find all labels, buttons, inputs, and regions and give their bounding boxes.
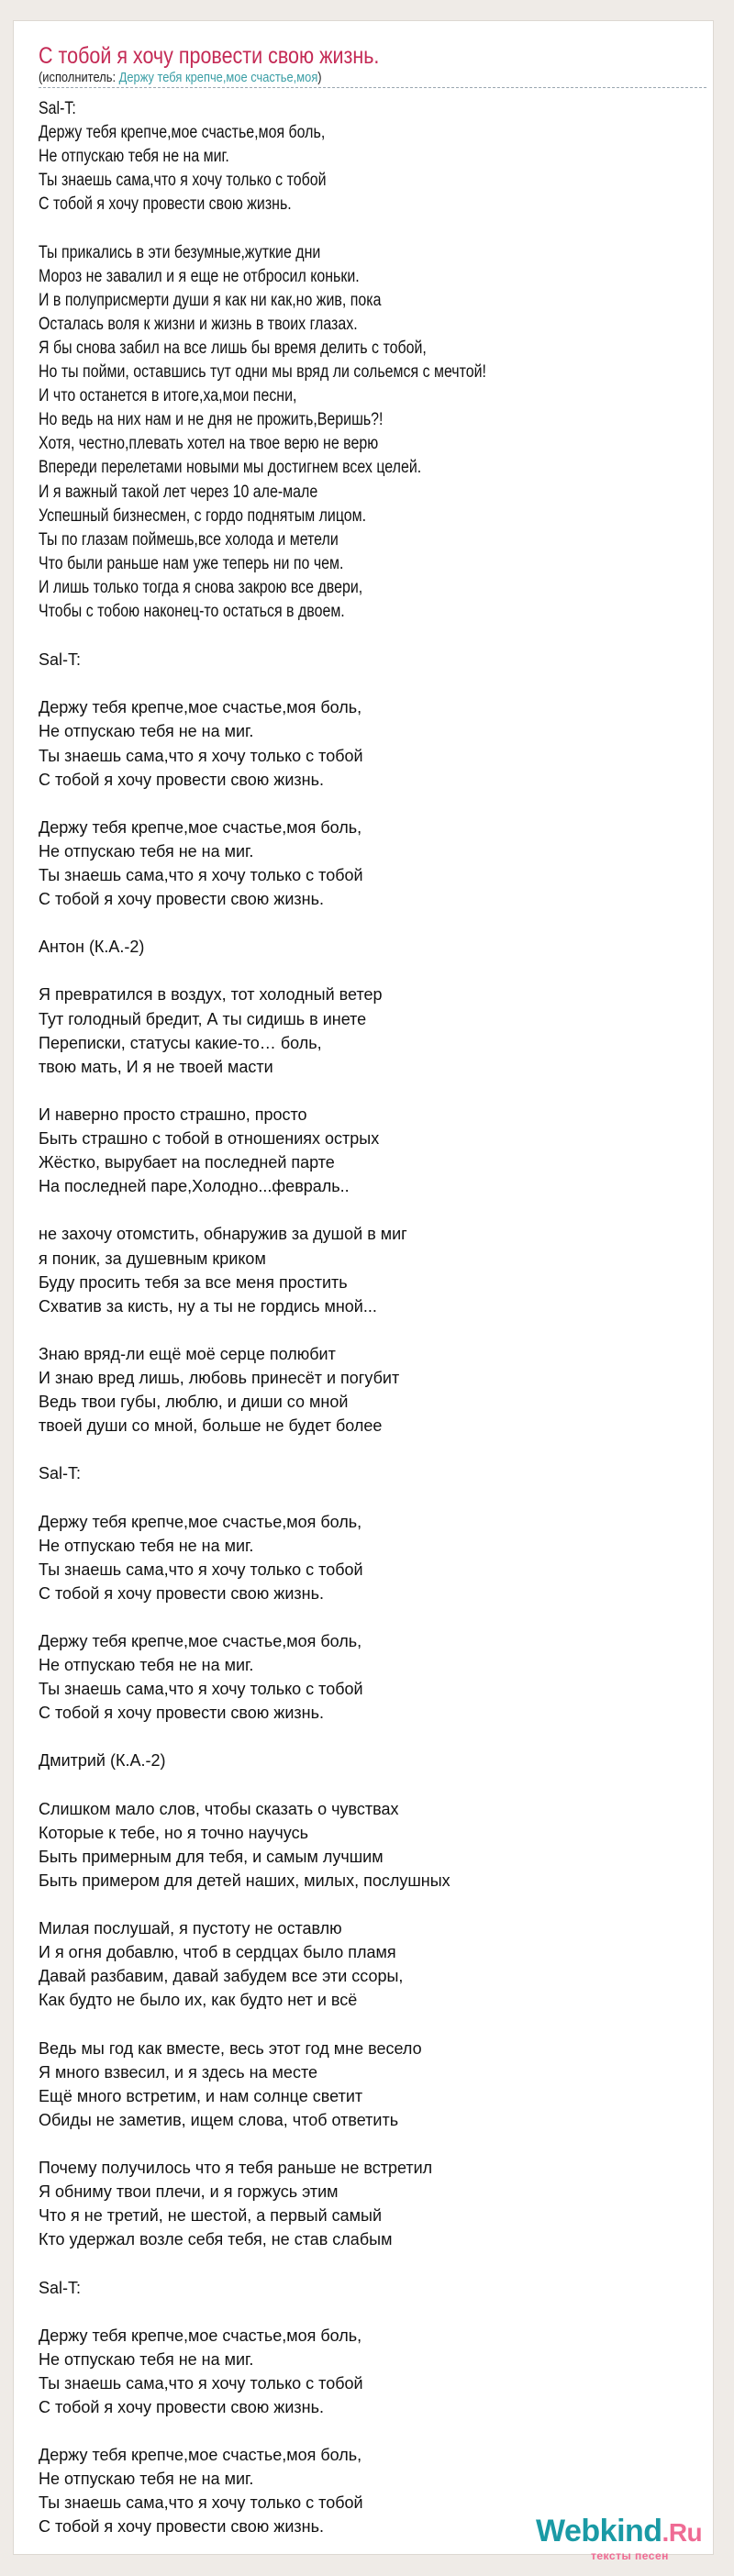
logo-tagline: тексты песен (591, 2549, 669, 2562)
lyric-line: Давай разбавим, давай забудем все эти ссоры, (39, 1967, 404, 1986)
blank-line (39, 217, 609, 240)
lyric-line: Ведь твои губы, люблю, и диши со мной (39, 1393, 349, 1412)
lyric-line: Буду просить тебя за все меня простить (39, 1272, 348, 1292)
lyric-line: Жёстко, вырубает на последней парте (39, 1153, 335, 1172)
lyric-line: Держу тебя крепче,мое счастье,моя боль, (39, 2446, 362, 2465)
lyric-line: Что были раньше нам уже теперь ни по чем. (39, 553, 344, 573)
lyric-line: Успешный бизнесмен, с гордо поднятым лицом. (39, 505, 367, 526)
lyric-line: С тобой я хочу провести свою жизнь. (39, 1583, 324, 1603)
blank-line (39, 2013, 717, 2037)
lyric-line: С тобой я хочу провести свою жизнь. (39, 2517, 324, 2537)
lyric-line: Быть примерным для тебя, и самым лучшим (39, 1847, 384, 1866)
blank-line (39, 2300, 717, 2324)
lyric-line: Не отпускаю тебя не на миг. (39, 1536, 254, 1555)
lyric-line: Ты знаешь сама,что я хочу только с тобой (39, 2373, 363, 2393)
lyric-line: Ты знаешь сама,что я хочу только с тобой (39, 1680, 363, 1699)
lyric-line: С тобой я хочу провести свою жизнь. (39, 770, 324, 789)
lyric-line: Быть страшно с тобой в отношениях острых (39, 1129, 380, 1149)
lyric-line: Почему получилось что я тебя раньше не встретил (39, 2159, 433, 2178)
lyric-line: Милая послушай, я пустоту не оставлю (39, 1919, 342, 1938)
lyric-line: Знаю вряд-ли ещё моё серце полюбит (39, 1344, 336, 1363)
artist-suffix: ) (317, 70, 322, 85)
lyric-line: И я огня добавлю, чтоб в сердцах было пламя (39, 1943, 396, 1962)
blank-line (39, 2419, 717, 2443)
logo-tld: .Ru (662, 2518, 703, 2547)
lyric-line: Я бы снова забил на все лишь бы время делить с тобой, (39, 338, 427, 358)
lyric-line: Ты прикались в эти безумные,жуткие дни (39, 242, 321, 262)
lyric-line: Не отпускаю тебя не на миг. (39, 841, 254, 861)
blank-line (39, 1605, 717, 1629)
lyric-line: Держу тебя крепче,мое счастье,моя боль, (39, 2326, 362, 2345)
lyric-line: Sal-T: (39, 2278, 82, 2297)
logo-name: Webkind (536, 2514, 662, 2548)
lyric-line: Sal-T: (39, 1464, 82, 1483)
blank-line (39, 672, 717, 695)
lyric-line: Я превратился в воздух, тот холодный ветер (39, 985, 383, 1005)
lyric-line: Тут голодный бредит, А ты сидишь в инете (39, 1009, 367, 1028)
lyric-line: Ты по глазам поймешь,все холода и метели (39, 529, 339, 550)
artist-line (39, 70, 322, 85)
lyric-line: Не отпускаю тебя не на миг. (39, 2349, 254, 2369)
lyric-line: Не отпускаю тебя не на миг. (39, 722, 254, 741)
lyric-line: С тобой я хочу провести свою жизнь. (39, 2398, 324, 2416)
lyric-line: Ты знаешь сама,что я хочу только с тобой (39, 2493, 363, 2513)
header-divider (39, 87, 706, 88)
lyric-line: Я обниму твои плечи, и я горжусь этим (39, 2182, 339, 2202)
lyric-line: С тобой я хочу провести свою жизнь. (39, 890, 324, 909)
lyric-line: твоей души со мной, больше не будет более (39, 1416, 383, 1436)
lyric-line: Мороз не завалил и я еще не отбросил коньки. (39, 266, 360, 286)
blank-line (39, 1725, 717, 1749)
lyric-line: Но ты пойми, оставшись тут одни мы вряд ли сольемся с мечтой! (39, 362, 486, 383)
lyric-line: Дмитрий (К.А.-2) (39, 1751, 166, 1771)
lyrics-text (39, 97, 717, 2539)
blank-line (39, 1893, 717, 1916)
lyric-line: Sal-T: (39, 99, 76, 118)
artist-prefix: (исполнитель: (39, 70, 119, 85)
blank-line (39, 1438, 717, 1461)
lyric-line: На последней паре,Холодно...февраль.. (39, 1177, 350, 1196)
blank-line (39, 1485, 717, 1509)
lyric-line: Держу тебя крепче,мое счастье,моя боль, (39, 1512, 362, 1531)
lyric-line: Я много взвесил, и я здесь на месте (39, 2062, 317, 2082)
lyric-line: Переписки, статусы какие-то… боль, (39, 1033, 322, 1052)
lyric-line: Обиды не заметив, ищем слова, чтоб ответить (39, 2110, 399, 2129)
lyric-line: Ты знаешь сама,что я хочу только с тобой (39, 171, 327, 191)
lyric-line: Ты знаешь сама,что я хочу только с тобой (39, 866, 363, 884)
lyric-line: Sal-T: (39, 650, 82, 670)
lyric-line: Не отпускаю тебя не на миг. (39, 1656, 254, 1675)
lyric-line: И что останется в итоге,ха,мои песни, (39, 386, 297, 406)
lyrics-card (13, 20, 714, 2562)
lyric-line: твою мать, И я не твоей масти (39, 1057, 273, 1076)
blank-line (39, 1318, 717, 1342)
blank-line (39, 1773, 717, 1797)
lyric-line: Впереди перелетами новыми мы достигнем всех целей. (39, 458, 422, 478)
blank-line (39, 1198, 717, 1222)
lyric-line: С тобой я хочу провести свою жизнь. (39, 194, 292, 215)
song-title: С тобой я хочу провести свою жизнь. (39, 43, 380, 69)
lyric-line: Которые к тебе, но я точно научусь (39, 1823, 308, 1842)
blank-line (39, 624, 717, 648)
lyric-line: И наверно просто страшно, просто (39, 1105, 307, 1124)
lyric-line: И лишь только тогда я снова закрою все двери, (39, 577, 363, 597)
blank-line (39, 792, 717, 816)
lyric-line: Не отпускаю тебя не на миг. (39, 147, 229, 167)
blank-line (39, 1079, 717, 1103)
blank-line (39, 911, 717, 935)
lyric-line: Антон (К.А.-2) (39, 938, 145, 957)
lyric-line: Ты знаешь сама,что я хочу только с тобой (39, 1560, 363, 1579)
lyric-line: С тобой я хочу провести свою жизнь. (39, 1704, 324, 1723)
lyric-line: Что я не третий, не шестой, а первый самый (39, 2206, 383, 2226)
blank-line (39, 2251, 717, 2275)
blank-line (39, 959, 717, 983)
lyric-line: я поник, за душевным криком (39, 1249, 266, 1268)
lyric-line: И в полуприсмерти души я как ни как,но жив, пока (39, 290, 382, 310)
lyric-line: Ведь мы год как вместе, весь этот год мне весело (39, 2038, 422, 2058)
lyric-line: не захочу отомстить, обнаружив за душой в миг (39, 1225, 407, 1244)
lyric-line: Держу тебя крепче,мое счастье,моя боль, (39, 817, 362, 837)
artist-link[interactable]: Держу тебя крепче,мое счастье,моя (118, 70, 318, 85)
lyric-line: И я важный такой лет через 10 але-мале (39, 482, 318, 502)
lyric-line: Но ведь на них нам и не дня не прожить,Веришь?! (39, 410, 384, 430)
lyric-line: Держу тебя крепче,мое счастье,моя боль, (39, 1632, 362, 1650)
lyric-line: Кто удержал возле себя тебя, не став слабым (39, 2230, 393, 2249)
lyric-line: Слишком мало слов, чтобы сказать о чувствах (39, 1799, 399, 1818)
webkind-logo[interactable] (536, 2515, 728, 2564)
lyric-line: Хотя, честно,плевать хотел на твое верю не верю (39, 434, 379, 454)
lyric-line: Держу тебя крепче,мое счастье,моя боль, (39, 698, 362, 717)
lyric-line: Как будто не было их, как будто нет и всё (39, 1991, 358, 2010)
lyric-line: Не отпускаю тебя не на миг. (39, 2470, 254, 2489)
lyric-line: Держу тебя крепче,мое счастье,моя боль, (39, 123, 326, 143)
lyric-line: Ещё много встретим, и нам солнце светит (39, 2086, 363, 2105)
lyric-line: Быть примером для детей наших, милых, послушных (39, 1871, 450, 1890)
lyric-line: Осталась воля к жизни и жизнь в твоих глазах. (39, 314, 358, 334)
lyric-line: Схватив за кисть, ну а ты не гордись мной... (39, 1296, 377, 1316)
lyric-line: Ты знаешь сама,что я хочу только с тобой (39, 746, 363, 765)
blank-line (39, 2132, 717, 2156)
lyric-line: Чтобы с тобою наконец-то остаться в двоем. (39, 601, 345, 621)
lyric-line: И знаю вред лишь, любовь принесёт и погубит (39, 1368, 400, 1387)
